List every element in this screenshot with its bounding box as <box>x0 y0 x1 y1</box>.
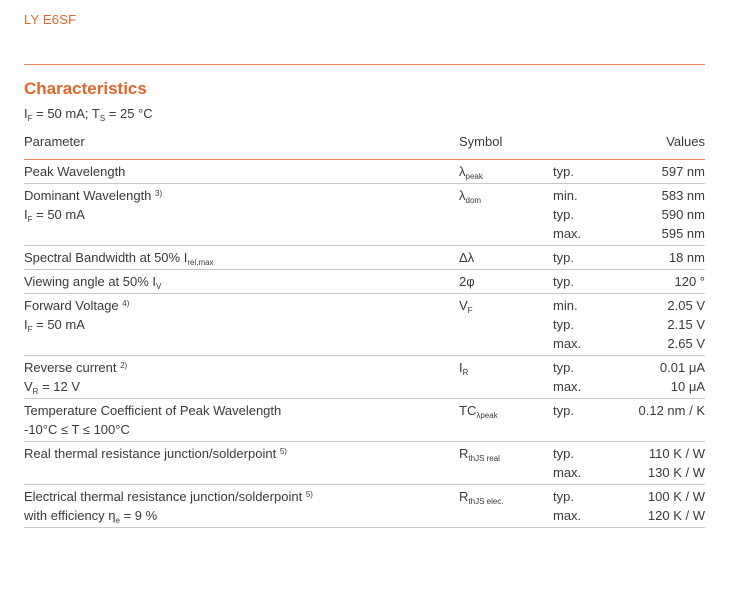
value: 583 nm <box>661 188 705 203</box>
qualifier-cell <box>553 485 613 528</box>
symbol-cell: $I_R$ <box>459 356 553 399</box>
qualifier: max. <box>553 379 582 394</box>
qualifier: typ. <box>553 489 574 504</box>
table-row <box>24 294 705 356</box>
value: 590 nm <box>661 207 705 222</box>
qualifier-cell <box>553 270 613 294</box>
value: 100 K / W <box>647 489 705 504</box>
parameter-cell <box>24 442 459 485</box>
value: 10 μA <box>670 379 705 394</box>
product-name: LY E6SF <box>24 12 77 27</box>
characteristics-table <box>24 132 705 528</box>
parameter-cell <box>24 294 459 356</box>
qualifier: typ. <box>553 207 574 222</box>
footnote-ref: 2) <box>120 361 128 370</box>
parameter-cell <box>24 246 459 270</box>
table-row <box>24 442 705 485</box>
header-values: Values <box>613 132 705 160</box>
value-cell <box>613 294 705 356</box>
symbol-cell: $R_{thJS real}$ <box>459 442 553 485</box>
top-divider <box>24 64 705 65</box>
parameter-name: Viewing angle at 50% $I_V$ <box>24 274 162 291</box>
parameter-name: Peak Wavelength <box>24 164 126 179</box>
qualifier-cell <box>553 442 613 485</box>
value: 595 nm <box>661 226 705 241</box>
table-row <box>24 356 705 399</box>
footnote-ref: 4) <box>122 299 130 308</box>
header-qualifier <box>553 132 613 160</box>
qualifier: min. <box>553 188 578 203</box>
table-row <box>24 246 705 270</box>
value: 120 ° <box>674 274 705 289</box>
value-cell <box>613 184 705 246</box>
symbol-cell: $TC_{\lambda peak}$ <box>459 399 553 442</box>
value: 597 nm <box>661 164 705 179</box>
header-parameter: Parameter <box>24 132 459 160</box>
parameter-name: Spectral Bandwidth at 50% $I_{rel,max}$ <box>24 250 214 267</box>
parameter-name: Dominant Wavelength $^{3)}$ <box>24 188 163 203</box>
parameter-condition: $I_F = 50$ mA <box>24 317 85 334</box>
qualifier: typ. <box>553 317 574 332</box>
parameter-condition: with efficiency $\eta_e = 9$ % <box>24 508 158 525</box>
table-row <box>24 399 705 442</box>
qualifier-cell <box>553 160 613 184</box>
table-header-row <box>24 132 705 160</box>
value: 0.12 nm / K <box>638 403 705 418</box>
qualifier-cell <box>553 356 613 399</box>
value-cell <box>613 485 705 528</box>
value-cell <box>613 356 705 399</box>
value: 2.05 V <box>667 298 705 313</box>
parameter-cell <box>24 399 459 442</box>
parameter-cell <box>24 270 459 294</box>
symbol-cell: $\lambda_{peak}$ <box>459 160 553 184</box>
parameter-name: Real thermal resistance junction/solderpoint $^{5)}$ <box>24 446 287 461</box>
qualifier: typ. <box>553 403 574 418</box>
qualifier: max. <box>553 226 582 241</box>
table-row <box>24 485 705 528</box>
symbol-cell: $R_{thJS elec.}$ <box>459 485 553 528</box>
parameter-name: Electrical thermal resistance junction/solderpoint $^{5)}$ <box>24 489 313 504</box>
value: 130 K / W <box>647 465 705 480</box>
qualifier: typ. <box>553 164 574 179</box>
table-row <box>24 160 705 184</box>
value: 18 nm <box>668 250 705 265</box>
qualifier: max. <box>553 336 582 351</box>
parameter-name: Temperature Coefficient of Peak Wavelength <box>24 403 282 418</box>
qualifier-cell <box>553 294 613 356</box>
footnote-ref: 5) <box>305 490 313 499</box>
test-conditions: $I_F = 50$ mA; $T_S = 25$ °C <box>24 106 153 123</box>
qualifier: typ. <box>553 360 574 375</box>
parameter-condition: -10°C ≤ T ≤ 100°C <box>24 422 130 437</box>
value-cell <box>613 160 705 184</box>
symbol-cell: $\lambda_{dom}$ <box>459 184 553 246</box>
value-cell <box>613 442 705 485</box>
parameter-name: Reverse current $^{2)}$ <box>24 360 128 375</box>
qualifier: min. <box>553 298 578 313</box>
value-cell <box>613 399 705 442</box>
value: 2.65 V <box>667 336 705 351</box>
section-title: Characteristics <box>24 79 147 98</box>
qualifier-cell <box>553 184 613 246</box>
footnote-ref: 3) <box>155 189 163 198</box>
qualifier-cell <box>553 399 613 442</box>
parameter-name: Forward Voltage $^{4)}$ <box>24 298 130 313</box>
value: 2.15 V <box>667 317 705 332</box>
value-cell <box>613 270 705 294</box>
symbol-cell: 2φ <box>459 270 553 294</box>
footnote-ref: 5) <box>279 447 287 456</box>
qualifier: max. <box>553 465 582 480</box>
qualifier: typ. <box>553 274 574 289</box>
qualifier: typ. <box>553 250 574 265</box>
symbol-cell: $V_F$ <box>459 294 553 356</box>
table-row <box>24 270 705 294</box>
parameter-cell <box>24 160 459 184</box>
parameter-cell <box>24 485 459 528</box>
qualifier: typ. <box>553 446 574 461</box>
table-row <box>24 184 705 246</box>
parameter-condition: $V_R = 12$ V <box>24 379 81 396</box>
value: 120 K / W <box>647 508 705 523</box>
parameter-condition: $I_F = 50$ mA <box>24 207 85 224</box>
value-cell <box>613 246 705 270</box>
qualifier-cell <box>553 246 613 270</box>
header-symbol: Symbol <box>459 132 553 160</box>
value: 110 K / W <box>648 446 705 461</box>
symbol-cell: Δλ <box>459 246 553 270</box>
parameter-cell <box>24 356 459 399</box>
qualifier: max. <box>553 508 582 523</box>
value: 0.01 μA <box>659 360 705 375</box>
parameter-cell <box>24 184 459 246</box>
